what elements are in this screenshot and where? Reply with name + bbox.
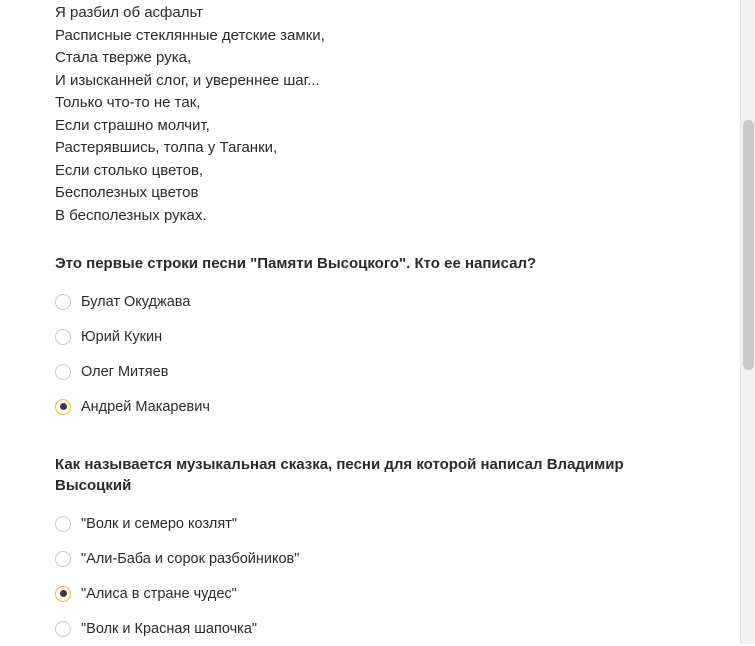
- poem-block: [55, 0, 715, 227]
- option-group-1: [55, 284, 715, 424]
- quiz-content: [55, 0, 715, 646]
- radio-icon[interactable]: [55, 294, 71, 310]
- option-label: "Волк и Красная шапочка": [81, 620, 258, 637]
- poem-line: И изысканней слог, и увереннее шаг...: [55, 71, 320, 89]
- vertical-scrollbar[interactable]: [740, 0, 755, 644]
- poem-line: Стала тверже рука,: [55, 49, 192, 66]
- poem-line: В бесполезных руках.: [55, 206, 207, 224]
- poem-line: Я разбил об асфальт: [55, 4, 204, 21]
- option-2-2[interactable]: [55, 541, 715, 576]
- option-1-2[interactable]: [55, 319, 715, 354]
- question-text-1: Это первые строки песни "Памяти Высоцкого". Кто ее написал?: [55, 255, 537, 272]
- radio-icon[interactable]: [55, 329, 71, 345]
- poem-line: Расписные стеклянные детские замки,: [55, 26, 325, 44]
- option-label: Юрий Кукин: [81, 328, 163, 345]
- option-label: "Алиса в стране чудес": [81, 585, 237, 602]
- poem-line: Бесполезных цветов: [55, 184, 199, 201]
- option-label: "Али-Баба и сорок разбойников": [81, 550, 300, 567]
- poem-line: Растерявшись, толпа у Таганки,: [55, 139, 278, 156]
- scrollbar-thumb[interactable]: [743, 120, 754, 370]
- poem-line: Если столько цветов,: [55, 161, 204, 179]
- option-label: Андрей Макаревич: [81, 398, 210, 415]
- option-1-3[interactable]: [55, 354, 715, 389]
- option-label: Олег Митяев: [81, 363, 169, 380]
- option-2-3[interactable]: [55, 576, 715, 611]
- option-1-4[interactable]: [55, 389, 715, 424]
- question-text-2: Как называется музыкальная сказка, песни для которой написал Владимир Высоцкий: [55, 456, 624, 494]
- poem-line: Если страшно молчит,: [55, 116, 210, 134]
- radio-icon[interactable]: [55, 621, 71, 637]
- poem-line: Только что-то не так,: [55, 94, 201, 111]
- option-label: "Волк и семеро козлят": [81, 515, 238, 532]
- option-2-4[interactable]: [55, 611, 715, 646]
- option-2-1[interactable]: [55, 506, 715, 541]
- radio-selected-icon[interactable]: [55, 399, 71, 415]
- radio-selected-icon[interactable]: [55, 586, 71, 602]
- option-label: Булат Окуджава: [81, 293, 191, 310]
- radio-icon[interactable]: [55, 516, 71, 532]
- radio-icon[interactable]: [55, 364, 71, 380]
- option-1-1[interactable]: [55, 284, 715, 319]
- radio-icon[interactable]: [55, 551, 71, 567]
- option-group-2: [55, 506, 715, 646]
